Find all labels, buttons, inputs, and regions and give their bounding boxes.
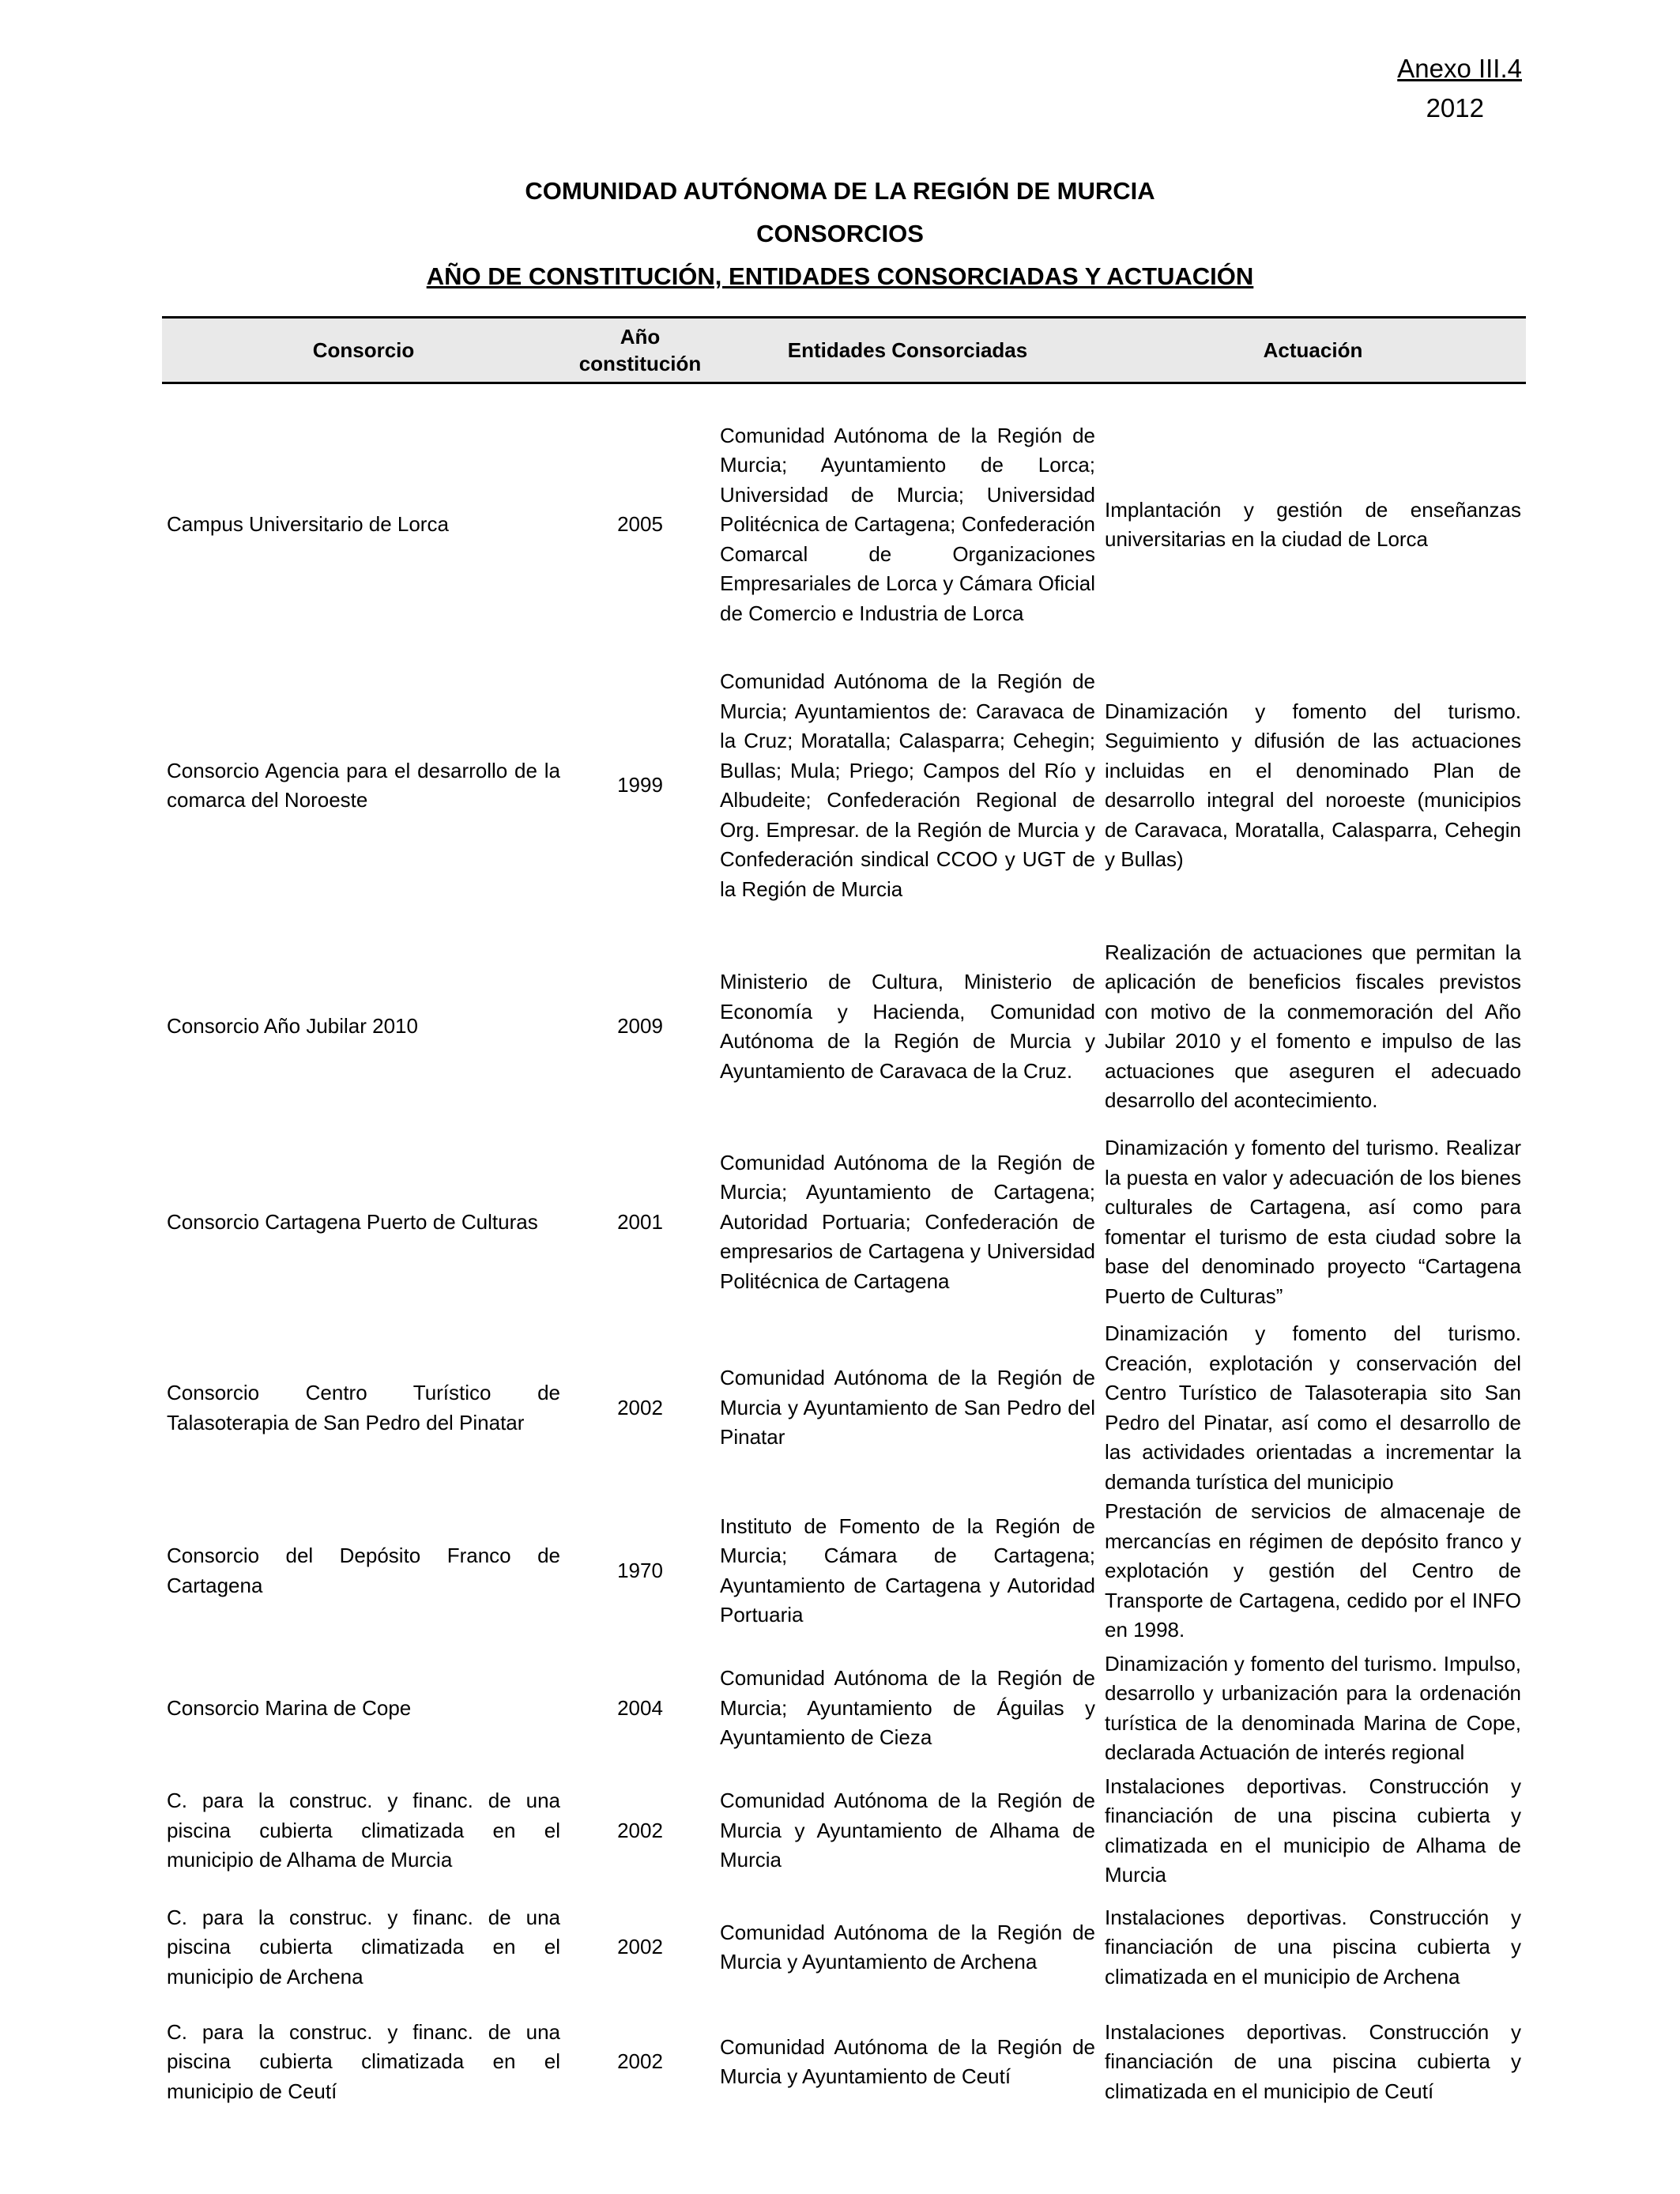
cell-actuacion: Prestación de servicios de almacenaje de mercancías en régimen de depósito franco y explotación y gestión del Centro de Transporte de Cartagena, cedido por el INFO en 1998. (1105, 1499, 1521, 1642)
cell-entidades: Comunidad Autónoma de la Región de Murcia; Ayuntamiento de Cartagena; Autoridad Portuaria; Confederación de empresarios de Cartagena y Universidad Politécnica de Cartagena (720, 1150, 1095, 1293)
table-row (162, 1891, 1526, 2005)
table-row (162, 643, 1526, 928)
cell-anio: 2002 (617, 1935, 663, 1959)
cell-consorcio: C. para la construc. y financ. de una piscina cubierta climatizada en el municipio de Archena (167, 1905, 560, 1989)
table-row (162, 928, 1526, 1125)
cell-consorcio: Consorcio Agencia para el desarrollo de la comarca del Noroeste (167, 758, 560, 812)
title-subtitle: AÑO DE CONSTITUCIÓN, ENTIDADES CONSORCIADAS Y ACTUACIÓN (426, 262, 1254, 290)
cell-anio: 2002 (617, 1395, 663, 1419)
cell-consorcio: Consorcio Centro Turístico de Talasoterapia de San Pedro del Pinatar (167, 1381, 560, 1434)
header-actuacion: Actuación (1100, 318, 1526, 383)
annex-label: Anexo III.4 (1397, 54, 1522, 83)
consorcios-table-wrap (162, 316, 1526, 2120)
table-row (162, 2005, 1526, 2120)
cell-entidades: Comunidad Autónoma de la Región de Murcia; Ayuntamiento de Lorca; Universidad de Murcia; Universidad Politécnica de Cartagena; Confederación Comarcal de Organizaciones Empresariales de Lorca y Cámara Oficial de Comercio e Industria de Lorca (720, 423, 1095, 625)
cell-actuacion: Instalaciones deportivas. Construcción y financiación de una piscina cubierta y climatizada en el municipio de Ceutí (1105, 2019, 1521, 2103)
cell-anio: 2009 (617, 1014, 663, 1039)
cell-entidades: Ministerio de Cultura, Ministerio de Economía y Hacienda, Comunidad Autónoma de la Región de Murcia y Ayuntamiento de Caravaca de la Cruz. (720, 970, 1095, 1083)
table-row (162, 1125, 1526, 1319)
title-region: COMUNIDAD AUTÓNOMA DE LA REGIÓN DE MURCIA (525, 177, 1155, 205)
cell-actuacion: Instalaciones deportivas. Construcción y financiación de una piscina cubierta y climatizada en el municipio de Alhama de Murcia (1105, 1774, 1521, 1887)
consorcios-table (162, 316, 1526, 2120)
title-consorcios: CONSORCIOS (756, 220, 924, 247)
cell-entidades: Comunidad Autónoma de la Región de Murcia y Ayuntamiento de Ceutí (720, 2034, 1095, 2088)
cell-actuacion: Dinamización y fomento del turismo. Seguimiento y difusión de las actuaciones incluidas en el denominado Plan de desarrollo integral del noroeste (municipios de Caravaca, Moratalla, Calasparra, Cehegin y Bullas) (1105, 699, 1521, 871)
cell-entidades: Comunidad Autónoma de la Región de Murcia; Ayuntamientos de: Caravaca de la Cruz; Moratalla; Calasparra; Cehegin; Bullas; Mula; Priego; Campos del Río y Albudeite; Confederación Regional de Org. Empresar. de la Región de Murcia y Confederación sindical CCOO y UGT de la Región de Murcia (720, 669, 1095, 901)
table-header (162, 318, 1526, 383)
cell-actuacion: Realización de actuaciones que permitan la aplicación de beneficios fiscales previstos con motivo de la conmemoración del Año Jubilar 2010 y el fomento e impulso de las actuaciones que aseguren el adecuado desarrollo del acontecimiento. (1105, 940, 1521, 1112)
document-titles (0, 170, 1680, 298)
header-entidades: Entidades Consorciadas (715, 318, 1100, 383)
cell-consorcio: C. para la construc. y financ. de una piscina cubierta climatizada en el municipio de Ceutí (167, 2019, 560, 2103)
cell-anio: 1970 (617, 1559, 663, 1582)
table-row (162, 1319, 1526, 1497)
cell-anio: 1999 (617, 773, 663, 797)
cell-anio: 2005 (617, 512, 663, 537)
annex-header (1364, 49, 1522, 128)
table-row (162, 1772, 1526, 1891)
table-body (162, 383, 1526, 2120)
cell-anio: 2001 (617, 1209, 663, 1234)
cell-actuacion: Dinamización y fomento del turismo. Creación, explotación y conservación del Centro Turístico de Talasoterapia sito San Pedro del Pinatar, así como el desarrollo de las actividades orientadas a incrementar la demanda turística del municipio (1105, 1321, 1521, 1494)
cell-entidades: Comunidad Autónoma de la Región de Murcia y Ayuntamiento de San Pedro del Pinatar (720, 1366, 1095, 1449)
header-anio: Año constitución (565, 318, 715, 383)
annex-year: 2012 (1426, 93, 1484, 123)
cell-entidades: Comunidad Autónoma de la Región de Murcia y Ayuntamiento de Archena (720, 1920, 1095, 1973)
cell-consorcio: C. para la construc. y financ. de una piscina cubierta climatizada en el municipio de Alhama de Murcia (167, 1789, 560, 1872)
table-row (162, 406, 1526, 643)
cell-entidades: Instituto de Fomento de la Región de Murcia; Cámara de Cartagena; Ayuntamiento de Cartagena y Autoridad Portuaria (720, 1514, 1095, 1627)
cell-actuacion: Dinamización y fomento del turismo. Impulso, desarrollo y urbanización para la ordenación turística de la denominada Marina de Cope, declarada Actuación de interés regional (1105, 1651, 1521, 1764)
table-row (162, 1646, 1526, 1772)
cell-anio: 2004 (617, 1695, 663, 1720)
cell-actuacion: Dinamización y fomento del turismo. Realizar la puesta en valor y adecuación de los bienes culturales de Cartagena, así como para fomentar el turismo de esta ciudad sobre la base del denominado proyecto “Cartagena Puerto de Culturas” (1105, 1136, 1521, 1308)
cell-actuacion: Implantación y gestión de enseñanzas universitarias en la ciudad de Lorca (1105, 497, 1521, 551)
cell-entidades: Comunidad Autónoma de la Región de Murcia y Ayuntamiento de Alhama de Murcia (720, 1789, 1095, 1872)
cell-entidades: Comunidad Autónoma de la Región de Murcia; Ayuntamiento de Águilas y Ayuntamiento de Cieza (720, 1666, 1095, 1750)
cell-actuacion: Instalaciones deportivas. Construcción y financiación de una piscina cubierta y climatizada en el municipio de Archena (1105, 1905, 1521, 1989)
cell-anio: 2002 (617, 2049, 663, 2074)
cell-consorcio: Consorcio del Depósito Franco de Cartagena (167, 1544, 560, 1597)
cell-consorcio: Consorcio Marina de Cope (167, 1695, 412, 1720)
cell-consorcio: Consorcio Año Jubilar 2010 (167, 1014, 418, 1039)
cell-consorcio: Campus Universitario de Lorca (167, 512, 449, 537)
cell-consorcio: Consorcio Cartagena Puerto de Culturas (167, 1209, 538, 1234)
header-consorcio: Consorcio (162, 318, 565, 383)
table-row (162, 1497, 1526, 1646)
cell-anio: 2002 (617, 1818, 663, 1842)
